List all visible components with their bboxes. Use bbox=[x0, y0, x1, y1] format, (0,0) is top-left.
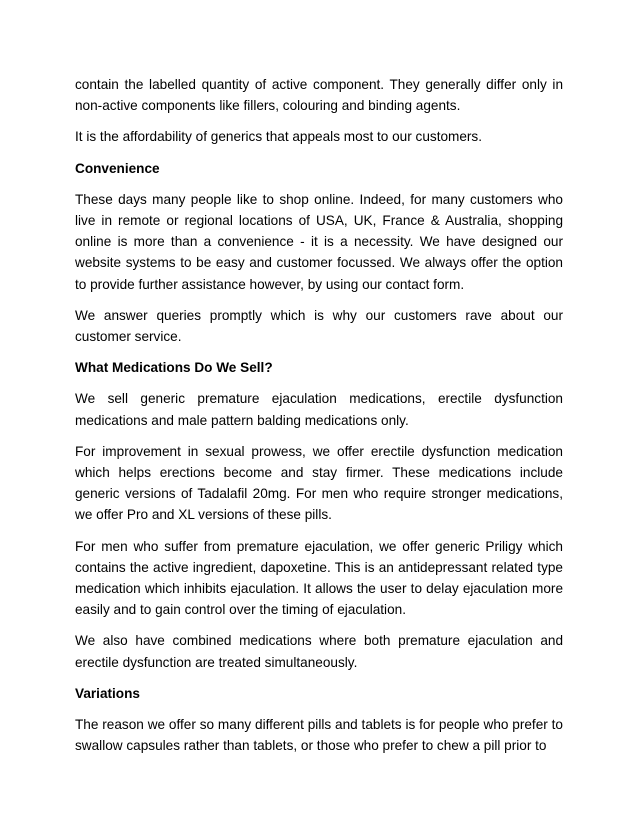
paragraph-premature-ejaculation: For men who suffer from premature ejaculation, we offer generic Priligy which contains the active ingredient, dapoxetine. This is an antidepressant related type medication which inhibits ejaculation. It allows the user to delay ejaculation more easily and to gain control over the timing of ejaculation. bbox=[75, 538, 563, 618]
paragraph-combined-medications: We also have combined medications where both premature ejaculation and erectile dysfunction are treated simultaneously. bbox=[75, 633, 563, 670]
heading-variations: Variations bbox=[75, 685, 140, 701]
paragraph-generic-components: contain the labelled quantity of active component. They generally differ only in non-active components like fillers, colouring and binding agents. bbox=[75, 77, 563, 114]
heading-convenience: Convenience bbox=[75, 160, 160, 176]
document-body bbox=[75, 74, 563, 766]
paragraph-variations: The reason we offer so many different pills and tablets is for people who prefer to swallow capsules rather than tablets, or those who prefer to chew a pill prior to bbox=[75, 717, 563, 754]
paragraph-erectile-dysfunction: For improvement in sexual prowess, we offer erectile dysfunction medication which helps erections become and stay firmer. These medications include generic versions of Tadalafil 20mg. For men who require stronger medications, we offer Pro and XL versions of these pills. bbox=[75, 443, 563, 523]
paragraph-medications-sold: We sell generic premature ejaculation medications, erectile dysfunction medications and male pattern balding medications only. bbox=[75, 391, 563, 428]
paragraph-affordability: It is the affordability of generics that appeals most to our customers. bbox=[75, 129, 483, 145]
paragraph-shop-online: These days many people like to shop online. Indeed, for many customers who live in remote or regional locations of USA, UK, France & Australia, shopping online is more than a convenience - it is a necessity. We have designed our website systems to be easy and customer focussed. We always offer the option to provide further assistance however, by using our contact form. bbox=[75, 191, 563, 292]
paragraph-customer-service: We answer queries promptly which is why our customers rave about our customer service. bbox=[75, 307, 563, 345]
heading-medications: What Medications Do We Sell? bbox=[75, 360, 273, 376]
